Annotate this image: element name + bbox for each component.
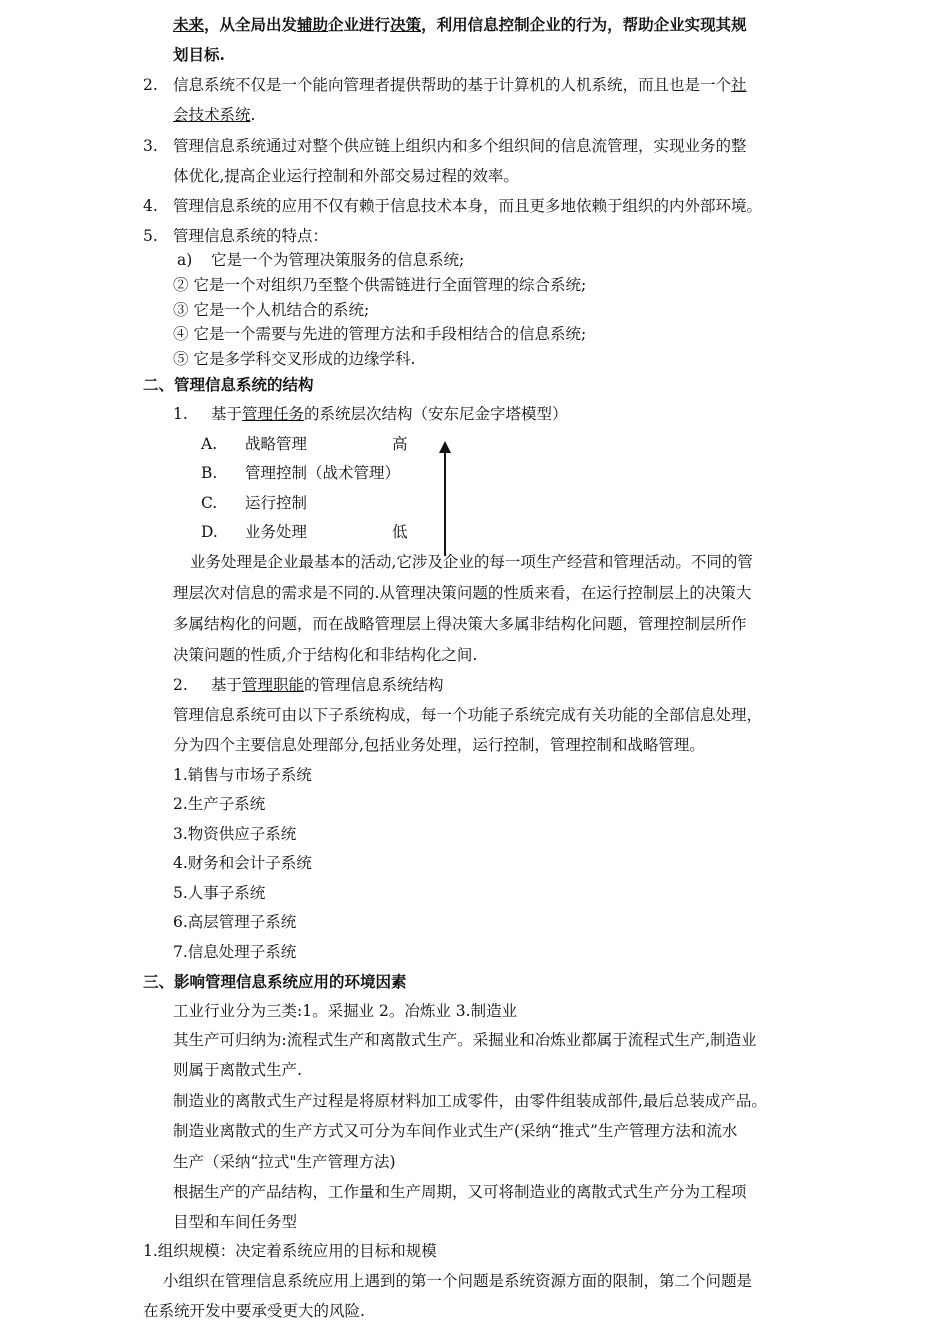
org-scale-heading: 1.组织规模：决定着系统应用的目标和规模: [143, 1242, 437, 1260]
subsystem-4: 4.财务和会计子系统: [173, 854, 312, 872]
intro-underlined-future: 未来: [173, 15, 205, 34]
level-c-letter: C.: [201, 494, 218, 512]
section-3-line-1: 工业行业分为三类:1。采掘业 2。冶炼业 3.制造业: [173, 1002, 518, 1020]
point-5-number: 5.: [143, 227, 158, 245]
feature-item-5: [173, 348, 415, 370]
feature-mark-2: ②: [173, 276, 189, 294]
level-low-tag: 低: [392, 523, 408, 541]
subsystem-7: 7.信息处理子系统: [173, 943, 297, 961]
point-2-text-2: .: [250, 106, 256, 124]
level-a-name: 战略管理: [245, 435, 308, 453]
intro-underlined-decision: 决策: [390, 15, 422, 34]
hierarchy-arrow-line: [444, 444, 446, 556]
section-2-heading: 二、管理信息系统的结构: [143, 375, 314, 394]
para-1-line-2: 理层次对信息的需求是不同的.从管理决策问题的性质来看，在运行控制层上的决策大: [173, 584, 752, 602]
intro-line-2: 划目标.: [173, 45, 225, 64]
point-3-line-2: 体优化,提高企业运行控制和外部交易过程的效率。: [173, 167, 519, 185]
feature-item-2: [173, 274, 586, 296]
intro-text-a: ，从全局出发: [204, 15, 298, 34]
level-a-letter: A.: [201, 435, 218, 453]
level-b-name: 管理控制（战术管理）: [245, 464, 401, 482]
sub-1-underlined: 管理任务: [242, 405, 305, 423]
level-c-name: 运行控制: [245, 494, 308, 512]
feature-text-5: 它是多学科交叉形成的边缘学科.: [193, 350, 416, 368]
sub-2-number: 2.: [173, 676, 188, 694]
feature-text-a: 它是一个为管理决策服务的信息系统;: [211, 251, 465, 269]
feature-item-3: [173, 299, 369, 321]
para-1-line-4: 决策问题的性质,介于结构化和非结构化之间.: [173, 646, 478, 664]
point-4-line-1: 管理信息系统的应用不仅有赖于信息技术本身，而且更多地依赖于组织的内外部环境。: [173, 197, 763, 215]
section-3-heading: 三、影响管理信息系统应用的环境因素: [143, 972, 407, 991]
intro-line-1: [173, 14, 747, 36]
section-3-line-7: 根据生产的产品结构，工作量和生产周期，又可将制造业的离散式式生产分为工程项: [173, 1183, 747, 1201]
point-3-line-1: 管理信息系统通过对整个供应链上组织内和多个组织间的信息流管理，实现业务的整: [173, 137, 747, 155]
sub-1-number: 1.: [173, 405, 188, 423]
subsystem-5: 5.人事子系统: [173, 884, 266, 902]
section-3-line-6: 生产（采纳“拉式"生产管理方法): [173, 1153, 396, 1171]
feature-text-3: 它是一个人机结合的系统;: [193, 301, 370, 319]
para-2-line-1: 管理信息系统可由以下子系统构成，每一个功能子系统完成有关功能的全部信息处理，: [173, 706, 763, 724]
point-2-line-1: [173, 74, 747, 96]
sub-2-title: [211, 674, 444, 696]
point-2-underlined-2: 会技术系统: [173, 106, 251, 124]
point-2-underlined: 社: [731, 76, 747, 94]
point-2-text: 信息系统不仅是一个能向管理者提供帮助的基于计算机的人机系统，而且也是一个: [173, 76, 732, 94]
section-3-line-5: 制造业离散式的生产方式又可分为车间作业式生产(采纳“推式”生产管理方法和流水: [173, 1122, 738, 1140]
subsystem-2: 2.生产子系统: [173, 795, 266, 813]
section-3-line-8: 目型和车间任务型: [173, 1213, 298, 1231]
sub-1-title: [211, 403, 568, 425]
subsystem-6: 6.高层管理子系统: [173, 913, 297, 931]
point-3-number: 3.: [143, 137, 158, 155]
org-para-line-2: 在系统开发中要承受更大的风险.: [143, 1302, 365, 1320]
feature-mark-4: ④: [173, 325, 189, 343]
feature-item-4: [173, 323, 586, 345]
feature-mark-a: a): [177, 251, 193, 269]
point-5-line-1: 管理信息系统的特点：: [173, 227, 329, 245]
subsystem-1: 1.销售与市场子系统: [173, 766, 312, 784]
level-d-letter: D.: [201, 523, 218, 541]
intro-underlined-assist: 辅助: [297, 15, 329, 34]
feature-mark-5: ⑤: [173, 350, 189, 368]
intro-text-b: 企业进行: [328, 15, 391, 34]
feature-mark-3: ③: [173, 301, 189, 319]
sub-1-text-a: 基于: [211, 405, 243, 423]
section-3-line-4: 制造业的离散式生产过程是将原材料加工成零件，由零件组装成部件,最后总装成产品。: [173, 1092, 767, 1110]
sub-2-text-b: 的管理信息系统结构: [304, 676, 444, 694]
section-3-line-2: 其生产可归纳为:流程式生产和离散式生产。采掘业和冶炼业都属于流程式生产,制造业: [173, 1031, 757, 1049]
hierarchy-arrow-up-icon: [439, 441, 451, 453]
point-4-number: 4.: [143, 197, 158, 215]
level-d-name: 业务处理: [245, 523, 308, 541]
org-para-line-1: 小组织在管理信息系统应用上遇到的第一个问题是系统资源方面的限制，第二个问题是: [163, 1272, 753, 1290]
para-2-line-2: 分为四个主要信息处理部分,包括业务处理，运行控制，管理控制和战略管理。: [173, 736, 705, 754]
sub-2-underlined: 管理职能: [242, 676, 305, 694]
intro-text-c: ，利用信息控制企业的行为，帮助企业实现其规: [421, 15, 747, 34]
feature-text-2: 它是一个对组织乃至整个供需链进行全面管理的综合系统;: [193, 276, 587, 294]
sub-1-text-b: 的系统层次结构（安东尼金字塔模型）: [304, 405, 568, 423]
level-high-tag: 高: [392, 435, 408, 453]
subsystem-3: 3.物资供应子系统: [173, 825, 297, 843]
para-1-line-1: 业务处理是企业最基本的活动,它涉及企业的每一项生产经营和管理活动。不同的管: [190, 553, 753, 571]
para-1-line-3: 多属结构化的问题，而在战略管理层上得决策大多属非结构化问题，管理控制层所作: [173, 615, 747, 633]
section-3-line-3: 则属于离散式生产.: [173, 1061, 302, 1079]
feature-text-4: 它是一个需要与先进的管理方法和手段相结合的信息系统;: [193, 325, 587, 343]
point-2-line-2: [173, 104, 255, 126]
sub-2-text-a: 基于: [211, 676, 243, 694]
point-2-number: 2.: [143, 76, 158, 94]
level-b-letter: B.: [201, 464, 218, 482]
